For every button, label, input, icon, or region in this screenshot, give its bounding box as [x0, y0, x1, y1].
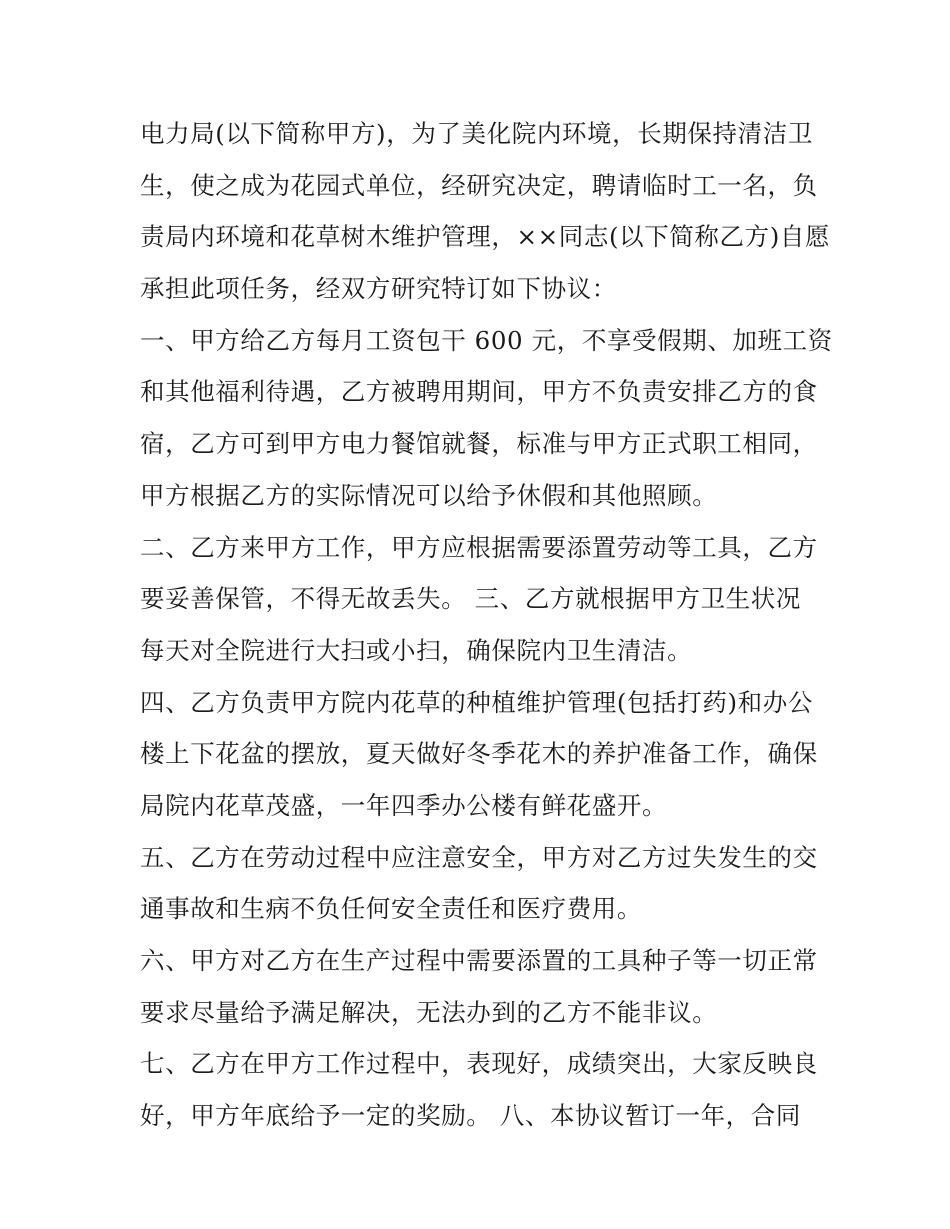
- text-line: 要求尽量给予满足解决，无法办到的乙方不能非议。: [140, 997, 718, 1027]
- text-line: 二、乙方来甲方工作，甲方应根据需要添置劳动等工具，乙方: [140, 532, 818, 562]
- text-line: 电力局(以下简称甲方)，为了美化院内环境，长期保持清洁卫: [140, 119, 813, 148]
- document-body: [140, 108, 833, 1142]
- text-line: 生，使之成为花园式单位，经研究决定，聘请临时工一名，负: [140, 170, 818, 200]
- text-line: 责局内环境和花草树木维护管理，××同志(以下简称乙方)自愿: [140, 222, 831, 252]
- text-line: 每天对全院进行大扫或小扫，确保院内卫生清洁。: [140, 635, 693, 665]
- text-line: 承担此项任务，经双方研究特订如下协议：: [140, 274, 617, 304]
- text-line: 七、乙方在甲方工作过程中，表现好，成绩突出，大家反映良: [140, 1049, 818, 1079]
- text-line: 和其他福利待遇，乙方被聘用期间，甲方不负责安排乙方的食: [140, 377, 818, 407]
- text-line: 局院内花草茂盛，一年四季办公楼有鲜花盛开。: [140, 790, 668, 820]
- text-line: 四、乙方负责甲方院内花草的种植维护管理(包括打药)和办公: [140, 687, 813, 717]
- text-line: 五、乙方在劳动过程中应注意安全，甲方对乙方过失发生的交: [140, 842, 818, 872]
- text-line: 宿，乙方可到甲方电力餐馆就餐，标准与甲方正式职工相同，: [140, 429, 818, 459]
- text-line: 甲方根据乙方的实际情况可以给予休假和其他照顾。: [140, 480, 718, 510]
- text-line: 好，甲方年底给予一定的奖励。 八、本协议暂订一年，合同: [140, 1101, 801, 1131]
- text-line: 通事故和生病不负任何安全责任和医疗费用。: [140, 894, 642, 924]
- text-line: 要妥善保管，不得无故丢失。 三、乙方就根据甲方卫生状况: [140, 584, 801, 614]
- text-line: 一、甲方给乙方每月工资包干 600 元，不享受假期、加班工资: [140, 325, 833, 355]
- text-line: 六、甲方对乙方在生产过程中需要添置的工具种子等一切正常: [140, 946, 818, 975]
- text-line: 楼上下花盆的摆放，夏天做好冬季花木的养护准备工作，确保: [140, 739, 818, 769]
